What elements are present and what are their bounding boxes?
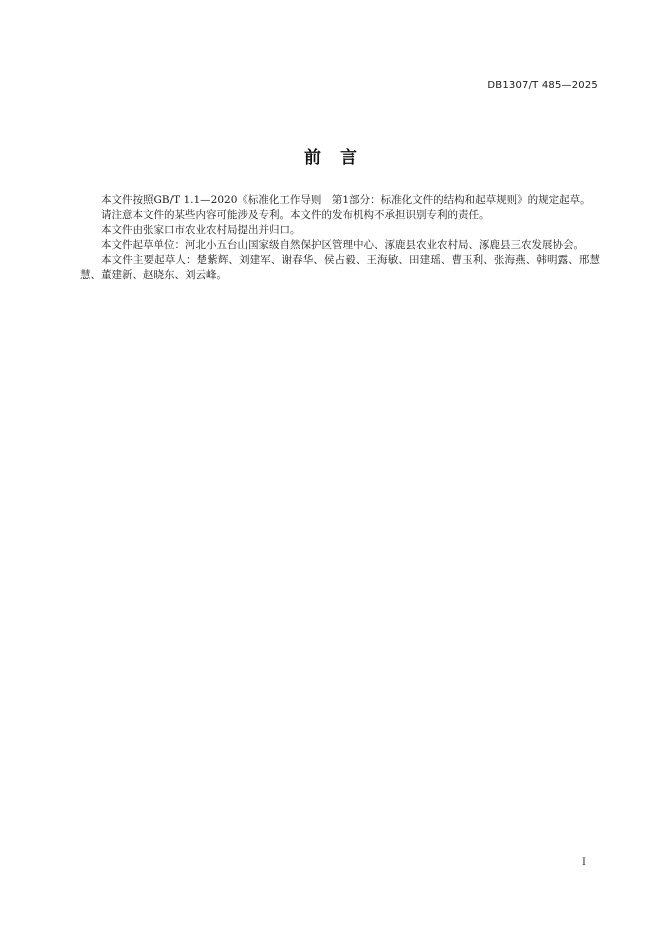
paragraph-drafting-rules: 本文件按照GB/T 1.1—2020《标准化工作导则 第1部分：标准化文件的结构和起草规则》的规定起草。 <box>101 194 591 206</box>
paragraph-drafting-units: 本文件起草单位：河北小五台山国家级自然保护区管理中心、涿鹿县农业农村局、涿鹿县三农发展协会。 <box>101 239 584 251</box>
paragraph-drafters: 本文件主要起草人：楚紫辉、刘建军、谢春华、侯占毅、王海敏、田建瑶、曹玉利、张海燕、韩明露、邢慧慧、董建新、赵晓东、刘云峰。 <box>80 254 600 281</box>
paragraph-proposer: 本文件由张家口市农业农村局提出并归口。 <box>101 224 301 236</box>
document-code: DB1307/T 485—2025 <box>487 80 598 91</box>
paragraph-patent-notice: 请注意本文件的某些内容可能涉及专利。本文件的发布机构不承担识别专利的责任。 <box>101 209 490 221</box>
page-title: 前 言 <box>304 148 358 168</box>
foreword-body <box>80 193 600 283</box>
page-number: I <box>582 857 586 868</box>
